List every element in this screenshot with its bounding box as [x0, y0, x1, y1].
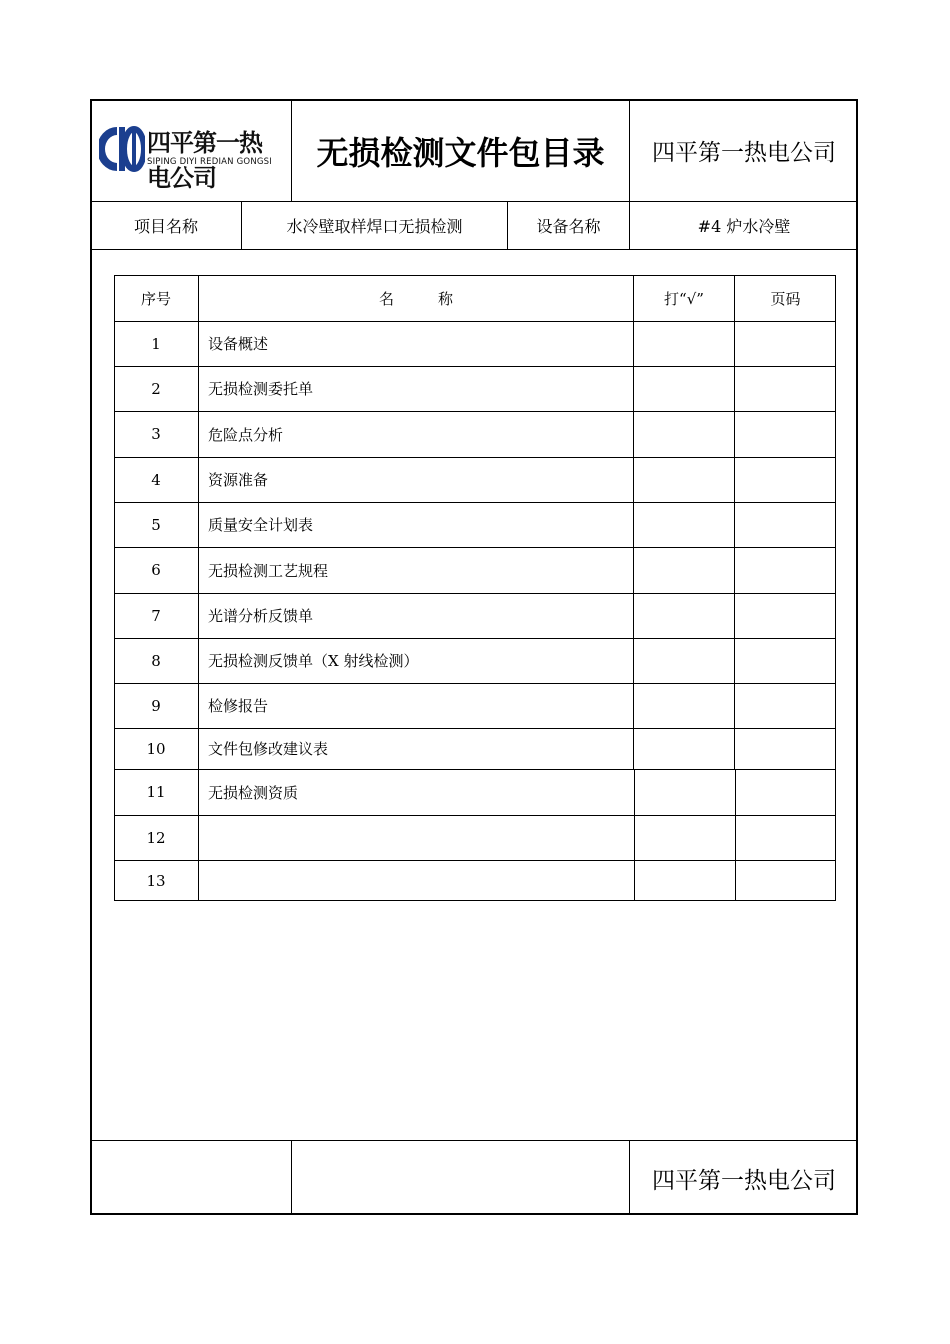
table-row-index: 10 [146, 739, 166, 758]
table-row-page-cell [735, 457, 835, 502]
table-header-divider [633, 275, 634, 321]
table-row-index: 7 [151, 606, 161, 625]
table-column-line [198, 366, 199, 411]
table-row-page-cell [735, 593, 835, 638]
table-column-line [198, 321, 199, 366]
table-row-page-cell [735, 366, 835, 411]
table-column-line [198, 683, 199, 728]
table-row-page-cell [735, 502, 835, 547]
logo-chinese-text: 四平第一热电公司 [147, 129, 262, 192]
table-row-page-cell [735, 321, 835, 366]
table-header-divider [198, 275, 199, 321]
table-row-page-cell [735, 411, 835, 457]
table-row-index: 4 [151, 470, 161, 489]
table-row-name: 无损检测反馈单（X 射线检测） [208, 652, 419, 670]
table-row-check-cell [634, 502, 734, 547]
table-header-divider [734, 275, 735, 321]
table-column-line [198, 728, 199, 769]
table-column-line [198, 860, 199, 901]
table-row-name: 危险点分析 [208, 425, 284, 444]
table-row-name: 检修报告 [208, 697, 269, 715]
table-row-name: 无损检测资质 [208, 783, 299, 802]
table-row-index: 12 [146, 828, 166, 847]
header-name [199, 275, 633, 321]
table-row-index: 11 [146, 783, 166, 801]
table-row-page-cell [735, 638, 835, 683]
table-row-index: 3 [151, 425, 161, 443]
table-row-index: 13 [146, 871, 166, 890]
table-column-line [198, 502, 199, 547]
table-row-check-cell [635, 860, 735, 901]
table-row-check-cell [634, 593, 734, 638]
document-title: 无损检测文件包目录 [316, 133, 605, 172]
header-name-left: 名 [378, 289, 394, 308]
table-row-page-cell [736, 815, 835, 860]
info-bottom-line [91, 249, 858, 250]
table-row-page-cell [735, 547, 835, 593]
footer-company-name: 四平第一热电公司 [652, 1167, 836, 1194]
table-row-index: 9 [151, 696, 161, 715]
table-row-name [208, 815, 632, 860]
table-row-page-cell [736, 860, 835, 901]
table-row-index: 8 [151, 651, 161, 670]
table-column-line [198, 593, 199, 638]
table-row-check-cell [635, 815, 735, 860]
table-row-check-cell [634, 638, 734, 683]
header-name-right: 称 [438, 289, 454, 308]
table-row-check-cell [634, 457, 734, 502]
header-company-name: 四平第一热电公司 [652, 140, 836, 166]
equipment-name-label: 设备名称 [536, 217, 601, 236]
table-row-name: 资源准备 [208, 471, 269, 489]
table-row-index: 1 [151, 334, 161, 353]
table-row-check-cell [634, 728, 734, 769]
table-row-name: 设备概述 [208, 335, 269, 353]
table-row-name: 光谱分析反馈单 [208, 607, 314, 625]
table-column-line [198, 769, 199, 815]
contents-table [114, 275, 836, 901]
table-row-check-cell [634, 366, 734, 411]
table-row-page-cell [736, 769, 835, 815]
table-row-check-cell [635, 769, 735, 815]
company-logo [99, 121, 279, 192]
table-column-line [198, 815, 199, 860]
table-row-index: 5 [151, 515, 161, 534]
table-row-name: 无损检测委托单 [208, 380, 314, 398]
table-row-check-cell [634, 547, 734, 593]
table-row-name [208, 860, 632, 901]
table-column-line [198, 638, 199, 683]
table-row-check-cell [634, 411, 734, 457]
table-column-line [198, 457, 199, 502]
table-column-line [198, 547, 199, 593]
table-row-index: 6 [151, 561, 161, 579]
table-row-name: 质量安全计划表 [208, 516, 314, 534]
table-row-name: 无损检测工艺规程 [208, 561, 329, 580]
logo-mark-icon [99, 121, 145, 177]
header-check: 打“√” [664, 289, 704, 308]
project-name-label: 项目名称 [133, 217, 198, 236]
table-row-name: 文件包修改建议表 [208, 740, 329, 758]
table-row-check-cell [634, 321, 734, 366]
table-column-line [198, 411, 199, 457]
header-page: 页码 [770, 289, 801, 308]
table-row-index: 2 [151, 379, 161, 398]
table-row-page-cell [735, 683, 835, 728]
logo-english-text: SIPING DIYI REDIAN GONGSI [147, 157, 272, 167]
table-row-check-cell [634, 683, 734, 728]
footer-divider-1 [291, 1140, 292, 1214]
table-row-page-cell [735, 728, 835, 769]
project-name-value: 水冷壁取样焊口无损检测 [286, 217, 463, 236]
equipment-name-value: #4 炉水冷壁 [697, 217, 791, 236]
header-index: 序号 [140, 289, 171, 308]
